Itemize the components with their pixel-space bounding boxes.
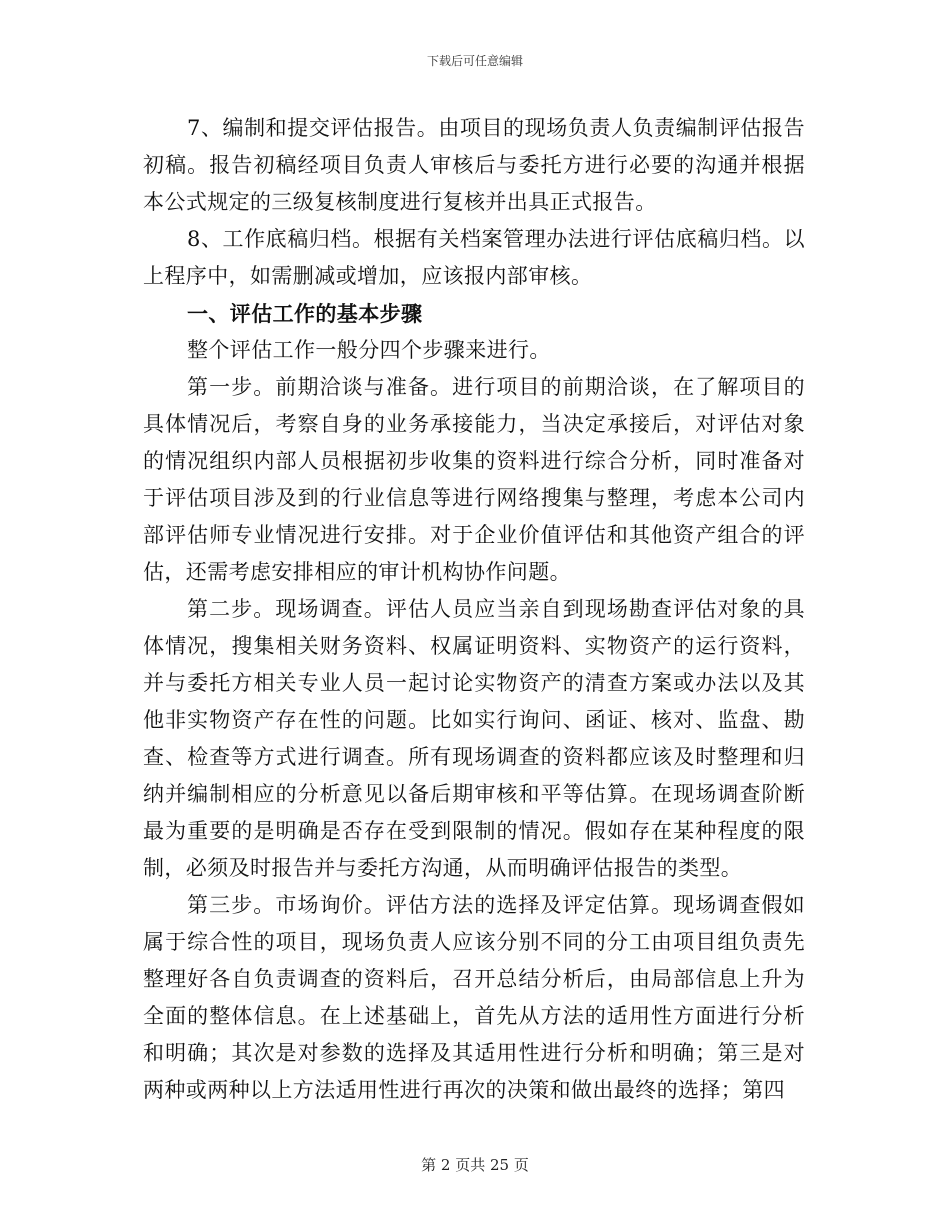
page-header: 下载后可任意编辑 <box>426 54 523 68</box>
paragraph-second-step: 第二步。现场调查。评估人员应当亲自到现场勘查评估对象的具体情况，搜集相关财务资料、权属证明资料、实物资产的运行资料，并与委托方相关专业人员一起讨论实物资产的清查方案或办法以及其他非实物资产存在性的问题。比如实行询问、函证、核对、监盘、勘查、检查等方式进行调查。所有现场调查的资料都应该及时整理和归纳并编制相应的分析意见以备后期审核和平等估算。在现场调查阶断最为重要的是明确是否存在受到限制的情况。假如存在某种程度的限制，必须及时报告并与委托方沟通，从而明确评估报告的类型。 <box>143 597 805 880</box>
paragraph-step-8: 8、工作底稿归档。根据有关档案管理办法进行评估底稿归档。以上程序中，如需删减或增加，应该报内部审核。 <box>143 227 805 288</box>
paragraph-third-step: 第三步。市场询价。评估方法的选择及评定估算。现场调查假如属于综合性的项目，现场负责人应该分别不同的分工由项目组负责先整理好各自负责调查的资料后，召开总结分析后，由局部信息上升为全面的整体信息。在上述基础上，首先从方法的适用性方面进行分析和明确；其次是对参数的选择及其适用性进行分析和明确；第三是对两种或两种以上方法适用性进行再次的决策和做出最终的选择；第四 <box>143 893 805 1102</box>
paragraph-first-step: 第一步。前期洽谈与准备。进行项目的前期洽谈，在了解项目的具体情况后，考察自身的业务承接能力，当决定承接后，对评估对象的情况组织内部人员根据初步收集的资料进行综合分析，同时准备对于评估项目涉及到的行业信息等进行网络搜集与整理，考虑本公司内部评估师专业情况进行安排。对于企业价值评估和其他资产组合的评估，还需考虑安排相应的审计机构协作问题。 <box>143 375 805 584</box>
section-heading: 一、评估工作的基本步骤 <box>187 301 423 326</box>
document-body <box>143 110 805 1109</box>
page-number: 第 2 页共 25 页 <box>421 1156 529 1174</box>
paragraph-intro: 整个评估工作一般分四个步骤来进行。 <box>187 338 551 362</box>
paragraph-step-7: 7、编制和提交评估报告。由项目的现场负责人负责编制评估报告初稿。报告初稿经项目负责人审核后与委托方进行必要的沟通并根据本公式规定的三级复核制度进行复核并出具正式报告。 <box>143 116 805 214</box>
